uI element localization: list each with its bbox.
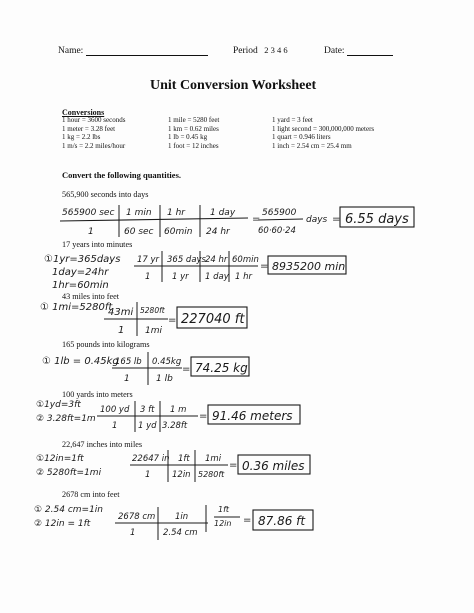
work-bottom: 12in — [172, 470, 191, 480]
work-top: 1 m — [170, 405, 187, 415]
work-bottom: 1 — [88, 227, 94, 237]
conversions-col-2 — [168, 116, 219, 150]
work-top: 365 days — [167, 255, 206, 265]
svg-text:=: = — [252, 214, 261, 225]
name-label: Name: — [58, 46, 84, 56]
work-bottom: 1 — [145, 470, 151, 480]
answer: 6.55 days — [345, 212, 409, 227]
conversion-item: 1 light second = 300,000,000 meters — [272, 124, 375, 133]
name-line — [86, 45, 208, 56]
work-top: 17 yr — [137, 255, 160, 265]
conversion-item: 1 mile = 5280 feet — [168, 116, 220, 124]
work-bottom: 1 — [124, 374, 130, 384]
page-title: Unit Conversion Worksheet — [150, 78, 317, 93]
given-equation: ② 5280ft=1mi — [36, 468, 102, 478]
work-bottom: 1 — [112, 421, 118, 431]
work-top: 565900 sec — [62, 208, 115, 218]
answer-box — [268, 256, 346, 274]
work-top: 1 day — [210, 208, 236, 218]
work-bottom: 1 yr — [172, 272, 189, 282]
work-top: 565900 — [262, 208, 297, 218]
work-top: 24 hr — [205, 255, 228, 265]
conversion-item: 1 inch = 2.54 cm = 25.4 mm — [272, 141, 352, 150]
svg-text:=: = — [168, 315, 177, 326]
answer-box — [340, 207, 414, 227]
conversion-item: 1 m/s = 2.2 miles/hour — [62, 141, 126, 150]
work-bottom: 60 sec — [124, 227, 154, 237]
work-bottom: 1 yd — [138, 421, 157, 431]
period-values: 2 3 4 6 — [264, 45, 288, 55]
conversion-item: 1 kg = 2.2 lbs — [62, 133, 101, 142]
work-top: 1ft — [178, 454, 190, 464]
svg-text:=: = — [229, 460, 238, 471]
answer: 0.36 miles — [242, 459, 305, 473]
date-field — [324, 45, 393, 56]
work-top: 165 lb — [115, 357, 142, 367]
work-bottom: 1 — [130, 528, 136, 538]
instructions: Convert the following quantities. — [62, 170, 181, 180]
work-bottom: 1 lb — [156, 374, 173, 384]
work-top: 1ft — [218, 505, 230, 514]
conversion-item: 1 foot = 12 inches — [168, 141, 219, 150]
answer-box — [253, 510, 313, 530]
problem-prompt: 22,647 inches into miles — [62, 440, 143, 449]
work-bottom: 1 — [118, 325, 125, 336]
problem-prompt: 165 pounds into kilograms — [62, 340, 150, 349]
svg-text:=: = — [199, 411, 208, 422]
given-equation: ① 2.54 cm=1in — [34, 505, 104, 515]
work-top: 1 hr — [167, 208, 185, 218]
answer-box — [238, 455, 310, 474]
conversions-heading: Conversions — [62, 108, 105, 117]
name-field — [58, 45, 208, 56]
problem-prompt: 100 yards into meters — [62, 390, 133, 399]
problem-prompt: 17 years into minutes — [62, 240, 133, 249]
work-top: 60min — [232, 255, 259, 265]
given-equation: 1day=24hr — [52, 267, 109, 278]
answer: 8935200 min — [272, 260, 346, 273]
given-equation: ①12in=1ft — [36, 454, 84, 464]
answer: 91.46 meters — [212, 409, 293, 423]
work-top: 2678 cm — [118, 512, 156, 522]
conversion-item: 1 lb = 0.45 kg — [168, 133, 208, 142]
problem-prompt: 2678 cm into feet — [62, 490, 120, 499]
date-label: Date: — [324, 46, 345, 56]
conversions-col-1 — [62, 116, 125, 150]
given-equation: ① 1mi=5280ft — [40, 302, 113, 313]
work-top: 5280ft — [140, 306, 165, 315]
work-bottom: 12in — [214, 519, 232, 528]
given-equation: 1hr=60min — [52, 280, 109, 291]
date-line — [347, 45, 393, 56]
work-top: 1mi — [205, 454, 222, 464]
work-bottom: 2.54 cm — [163, 528, 198, 538]
svg-text:=: = — [182, 364, 191, 375]
answer: 74.25 kg — [195, 361, 248, 375]
work-bottom: 1 day — [205, 272, 229, 282]
work-top: 100 yd — [100, 405, 130, 415]
work-bottom: 1 — [145, 272, 151, 282]
work-bottom: 24 hr — [206, 227, 230, 237]
svg-text:=: = — [332, 214, 341, 225]
problem-3-work — [40, 302, 247, 336]
work-bottom: 1 hr — [235, 272, 252, 282]
problem-1-work — [60, 205, 414, 237]
work-bottom: 5280ft — [198, 470, 225, 479]
given-equation: ② 12in = 1ft — [34, 519, 91, 529]
work-bottom: 60·60·24 — [258, 226, 296, 236]
work-top: days — [306, 215, 328, 225]
svg-text:=: = — [260, 261, 269, 272]
answer: 227040 ft — [181, 312, 245, 327]
given-equation: ①1yr=365days — [44, 254, 121, 265]
given-equation: ② 3.28ft=1m — [36, 414, 96, 424]
problem-prompt: 565,900 seconds into days — [62, 190, 149, 199]
given-equation: ①1yd=3ft — [36, 400, 81, 410]
work-top: 1 min — [126, 208, 152, 218]
problem-prompt: 43 miles into feet — [62, 292, 120, 301]
answer: 87.86 ft — [258, 514, 306, 528]
answer-box — [177, 307, 247, 328]
conversion-item: 1 quart = 0.946 liters — [272, 133, 331, 142]
work-bottom: 60min — [164, 227, 193, 237]
conversion-item: 1 km = 0.62 miles — [168, 124, 219, 133]
given-equation: ① 1lb = 0.45kg — [42, 356, 119, 367]
work-bottom: 1mi — [145, 326, 162, 336]
conversion-item: 1 hour = 3600 seconds — [62, 116, 126, 124]
work-top: 0.45kg — [152, 357, 182, 367]
problem-7-work — [34, 505, 313, 540]
problem-4-work — [42, 352, 249, 385]
svg-text:=: = — [243, 515, 252, 526]
problem-5-work — [36, 400, 300, 432]
conversion-item: 1 yard = 3 feet — [272, 116, 313, 124]
answer-box — [208, 405, 300, 424]
conversions-col-3 — [272, 116, 374, 150]
work-top: 3 ft — [140, 405, 155, 415]
problem-6-work — [36, 450, 310, 482]
problem-2-work — [44, 251, 346, 291]
work-top: 22647 in — [132, 454, 170, 464]
conversion-item: 1 meter = 3.28 feet — [62, 124, 116, 133]
period-field — [233, 45, 288, 56]
work-top: 1in — [175, 512, 189, 522]
answer-box — [191, 357, 249, 376]
work-top: 43mi — [108, 307, 134, 318]
period-label: Period — [233, 46, 258, 56]
work-bottom: 3.28ft — [162, 421, 188, 431]
